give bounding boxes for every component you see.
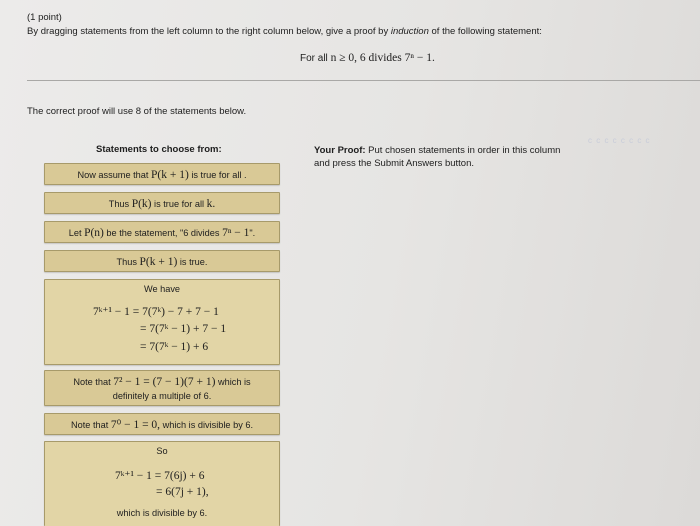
question-prompt: By dragging statements from the left column to the right column below, give a proof by induction of the following statement: bbox=[27, 26, 542, 37]
equation-line: = 7(7ᵏ − 1) + 6 bbox=[140, 341, 209, 353]
card-footer: which is divisible by 6. bbox=[116, 508, 208, 518]
statement-count-note: The correct proof will use 8 of the statements below. bbox=[27, 106, 247, 117]
theorem-statement: For all n ≥ 0, 6 divides 7ⁿ − 1. bbox=[300, 52, 435, 64]
divider bbox=[27, 80, 700, 81]
statement-card-so[interactable] bbox=[44, 441, 280, 526]
equation-line: 7ᵏ⁺¹ − 1 = 7(6j) + 6 bbox=[115, 470, 205, 482]
card-label: We have bbox=[143, 284, 181, 294]
watermark-text: c c c c c c c c bbox=[588, 136, 651, 145]
equation-line: = 7(7ᵏ − 1) + 7 − 1 bbox=[140, 323, 227, 335]
equation-line: 7ᵏ⁺¹ − 1 = 7(7ᵏ) − 7 + 7 − 1 bbox=[93, 306, 219, 318]
statement-card-let-pn[interactable]: Let P(n) be the statement, "6 divides 7ⁿ − 1". bbox=[44, 221, 280, 243]
statement-card-we-have[interactable] bbox=[44, 279, 280, 365]
proof-column-heading[interactable]: Your Proof: Put chosen statements in order in this column and press the Submit Answers button. bbox=[314, 145, 561, 169]
equation-line: = 6(7j + 1), bbox=[156, 486, 209, 498]
statement-card-base-case[interactable]: Note that 7⁰ − 1 = 0, which is divisible by 6. bbox=[44, 413, 280, 435]
statement-card-thus-pk[interactable]: Thus P(k) is true for all k. bbox=[44, 192, 280, 214]
choose-column-heading: Statements to choose from: bbox=[96, 144, 222, 155]
statement-card-thus-pk1[interactable]: Thus P(k + 1) is true. bbox=[44, 250, 280, 272]
statement-card-assume[interactable]: Now assume that P(k + 1) is true for all . bbox=[44, 163, 280, 185]
induction-emphasis: induction bbox=[390, 26, 429, 37]
points-label: (1 point) bbox=[27, 12, 62, 23]
statement-card-note-7squared[interactable]: Note that 7² − 1 = (7 − 1)(7 + 1) which is definitely a multiple of 6. bbox=[44, 370, 280, 406]
card-label: So bbox=[156, 446, 168, 456]
